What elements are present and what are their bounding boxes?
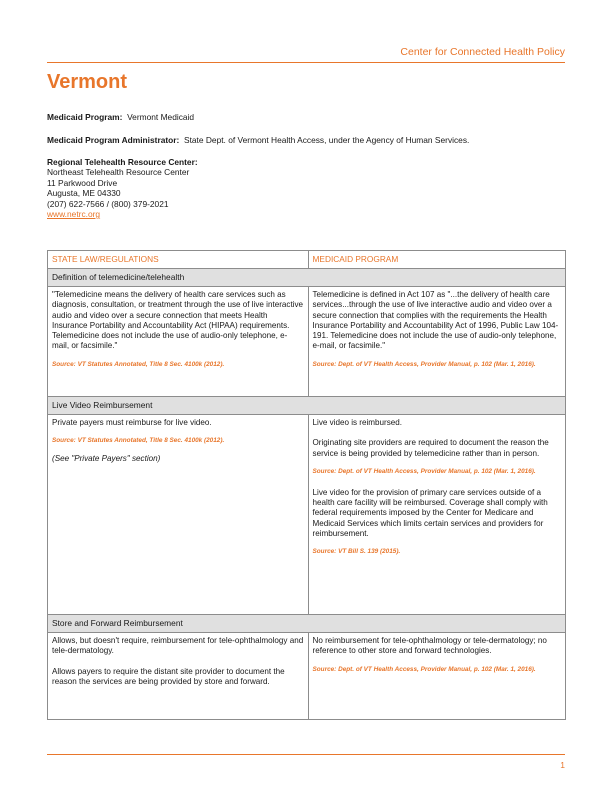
footer-divider — [47, 754, 565, 755]
policy-table — [47, 250, 566, 720]
section-title-live-video: Live Video Reimbursement — [48, 397, 566, 415]
medicaid-cell — [308, 287, 565, 397]
rtrc-name: Northeast Telehealth Resource Center — [47, 167, 190, 178]
law-cell — [48, 287, 309, 397]
medicaid-program-label: Medicaid Program: — [47, 112, 123, 122]
law-cell — [48, 633, 309, 720]
administrator-value: State Dept. of Vermont Health Access, under the Agency of Human Services. — [183, 135, 470, 145]
rtrc-street: 11 Parkwood Drive — [47, 177, 118, 188]
rtrc-block — [47, 157, 198, 219]
law-cell — [48, 415, 309, 615]
page-title: Vermont — [47, 71, 128, 93]
table-header-row — [48, 251, 566, 269]
medicaid-cell — [308, 415, 565, 615]
administrator-label: Medicaid Program Administrator: — [47, 135, 180, 145]
column-header-state-law: STATE LAW/REGULATIONS — [48, 251, 309, 269]
source-citation: Source: Dept. of VT Health Access, Provider Manual, p. 102 (Mar. 1, 2016). — [312, 467, 536, 475]
section-row — [48, 615, 566, 633]
medicaid-text: No reimbursement for tele-ophthalmology or tele-dermatology; no reference to other store and forward technologies. — [312, 636, 547, 656]
medicaid-text: Telemedicine is defined in Act 107 as "...the delivery of health care services...through the use of live interactive audio and video over a secure connection that complies with the requirements the Health Insurance Portability and Accountability Act of 1996, Public Law 104-191. Telemedicine does not include the use of audio-only telephone, e-mail, or facsimile." — [312, 290, 559, 351]
see-private-payers-note: (See "Private Payers" section) — [52, 454, 161, 464]
medicaid-cell — [308, 633, 565, 720]
source-citation: Source: VT Bill S. 139 (2015). — [312, 548, 401, 556]
page-number: 1 — [560, 760, 565, 770]
header-org: Center for Connected Health Policy — [400, 46, 565, 58]
section-title-store-forward: Store and Forward Reimbursement — [48, 615, 566, 633]
law-text: Private payers must reimburse for live video. — [52, 418, 212, 427]
medicaid-text: Originating site providers are required to document the reason the service is being provided by telemedicine rather than in person. — [312, 438, 549, 458]
table-row — [48, 287, 566, 397]
section-row — [48, 269, 566, 287]
law-text: Allows, but doesn't require, reimbursement for tele-ophthalmology and tele-dermatology. — [52, 636, 304, 656]
rtrc-city: Augusta, ME 04330 — [47, 188, 121, 199]
table-row — [48, 633, 566, 720]
rtrc-website-link[interactable]: www.netrc.org — [47, 209, 101, 220]
rtrc-phone: (207) 622-7566 / (800) 379-2021 — [47, 198, 169, 209]
section-title-definition: Definition of telemedicine/telehealth — [48, 269, 566, 287]
source-citation: Source: VT Statutes Annotated, Title 8 Sec. 4100k (2012). — [52, 437, 225, 445]
table-row — [48, 415, 566, 615]
source-citation: Source: VT Statutes Annotated, Title 8 Sec. 4100k (2012). — [52, 360, 225, 368]
law-text: "Telemedicine means the delivery of health care services such as diagnosis, consultation, or treatment through the use of live interactive audio and video over a secure connection that meets Health Insurance Portability and Accountability Act (HIPAA) requirements. Telemedicine does not include the use of audio-only telephone, e-mail, or facsimile." — [52, 290, 304, 351]
medicaid-text: Live video is reimbursed. — [312, 418, 403, 427]
administrator-line — [47, 135, 469, 147]
law-text: Allows payers to require the distant site provider to document the reason the services are being provided by store and forward. — [52, 666, 285, 686]
rtrc-label: Regional Telehealth Resource Center: — [47, 157, 198, 167]
column-header-medicaid: MEDICAID PROGRAM — [308, 251, 565, 269]
section-row — [48, 397, 566, 415]
medicaid-text: Live video for the provision of primary care services outside of a health care facility will be reimbursed. Coverage shall comply with federal requirements imposed by the Center for Medicare and Medicaid Services which limits certain services and providers for reimbursement. — [312, 487, 548, 539]
source-citation: Source: Dept. of VT Health Access, Provider Manual, p. 102 (Mar. 1, 2016). — [312, 360, 536, 368]
medicaid-program-value: Vermont Medicaid — [127, 112, 195, 122]
source-citation: Source: Dept. of VT Health Access, Provider Manual, p. 102 (Mar. 1, 2016). — [312, 665, 536, 673]
header-divider — [47, 62, 565, 63]
medicaid-program-line — [47, 112, 194, 124]
